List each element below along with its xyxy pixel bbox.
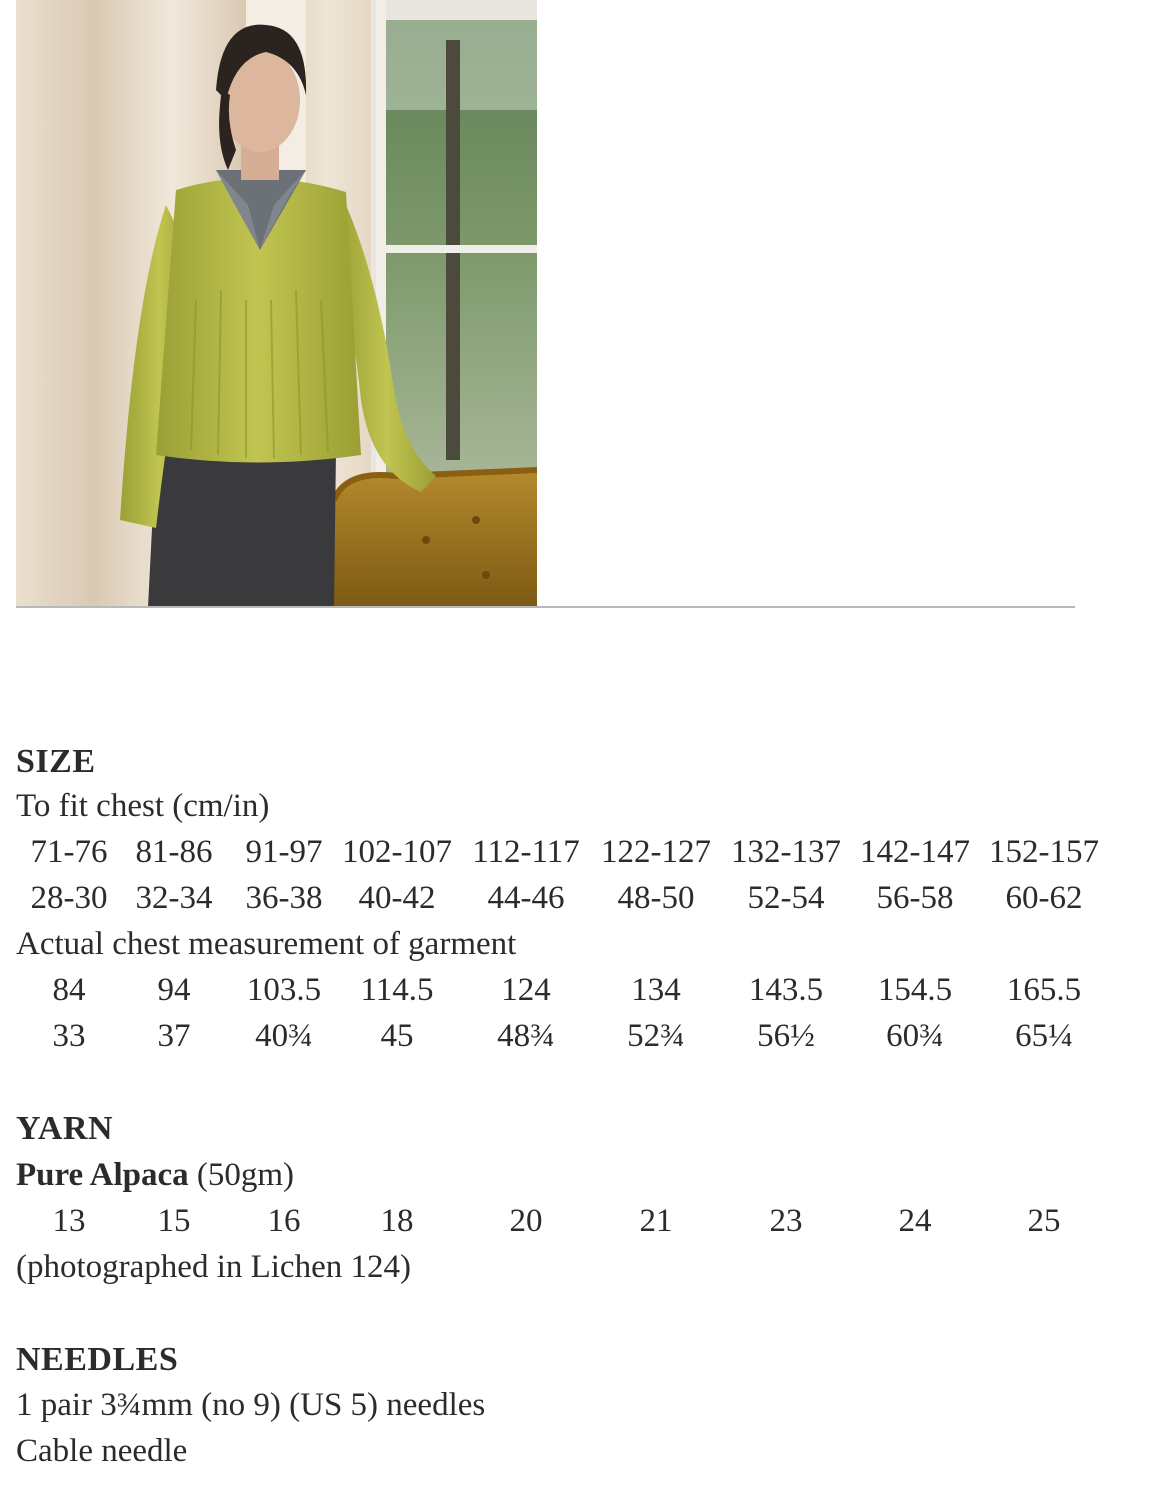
size-cell: 18 (380, 1203, 414, 1239)
size-cell: 112-117 (472, 834, 580, 870)
size-cell: 71-76 (30, 834, 108, 870)
size-cell: 13 (52, 1203, 86, 1239)
size-cell: 48-50 (617, 880, 695, 916)
size-cell: 45 (380, 1018, 414, 1054)
size-cell: 56½ (757, 1018, 815, 1054)
size-cell: 65¼ (1015, 1018, 1073, 1054)
size-cell: 134 (631, 972, 681, 1008)
actual-cm-row (0, 974, 1158, 1014)
size-cell: 114.5 (360, 972, 434, 1008)
fit-chest-label: To fit chest (cm/in) (16, 788, 270, 824)
size-cell: 20 (509, 1203, 543, 1239)
size-cell: 21 (639, 1203, 673, 1239)
actual-in-row (0, 1020, 1158, 1060)
size-cell: 154.5 (877, 972, 953, 1008)
size-cell: 28-30 (30, 880, 108, 916)
yarn-note: (photographed in Lichen 124) (16, 1249, 411, 1285)
divider-rule (16, 606, 1075, 608)
size-cell: 124 (501, 972, 551, 1008)
size-cell: 91-97 (245, 834, 323, 870)
fit-cm-row (0, 836, 1158, 876)
size-cell: 94 (157, 972, 191, 1008)
needles-line-1: 1 pair 3¾mm (no 9) (US 5) needles (16, 1387, 486, 1423)
size-cell: 40-42 (358, 880, 436, 916)
size-cell: 143.5 (748, 972, 824, 1008)
size-cell: 132-137 (731, 834, 841, 870)
size-cell: 23 (769, 1203, 803, 1239)
size-cell: 60¾ (886, 1018, 944, 1054)
size-cell: 165.5 (1006, 972, 1082, 1008)
size-cell: 37 (157, 1018, 191, 1054)
size-cell: 33 (52, 1018, 86, 1054)
needles-heading: NEEDLES (16, 1341, 179, 1378)
model-photo (16, 0, 537, 607)
size-cell: 142-147 (860, 834, 970, 870)
size-heading: SIZE (16, 743, 96, 780)
yarn-heading: YARN (16, 1110, 114, 1147)
size-cell: 32-34 (135, 880, 213, 916)
size-cell: 102-107 (342, 834, 452, 870)
yarn-name: Pure Alpaca (16, 1157, 189, 1193)
size-cell: 52¾ (627, 1018, 685, 1054)
size-cell: 122-127 (601, 834, 711, 870)
actual-chest-label: Actual chest measurement of garment (16, 926, 517, 962)
size-cell: 152-157 (989, 834, 1099, 870)
size-cell: 103.5 (246, 972, 322, 1008)
size-cell: 40¾ (255, 1018, 313, 1054)
size-cell: 81-86 (135, 834, 213, 870)
size-cell: 52-54 (747, 880, 825, 916)
size-cell: 56-58 (876, 880, 954, 916)
size-cell: 84 (52, 972, 86, 1008)
yarn-weight: (50gm) (196, 1157, 295, 1193)
size-cell: 16 (267, 1203, 301, 1239)
size-cell: 48¾ (497, 1018, 555, 1054)
size-cell: 15 (157, 1203, 191, 1239)
size-cell: 60-62 (1005, 880, 1083, 916)
size-cell: 44-46 (487, 880, 565, 916)
needles-line-2: Cable needle (16, 1433, 188, 1469)
yarn-balls-row (0, 1205, 1158, 1245)
size-cell: 25 (1027, 1203, 1061, 1239)
size-cell: 24 (898, 1203, 932, 1239)
yarn-line (16, 1159, 294, 1192)
size-cell: 36-38 (245, 880, 323, 916)
fit-in-row (0, 882, 1158, 922)
